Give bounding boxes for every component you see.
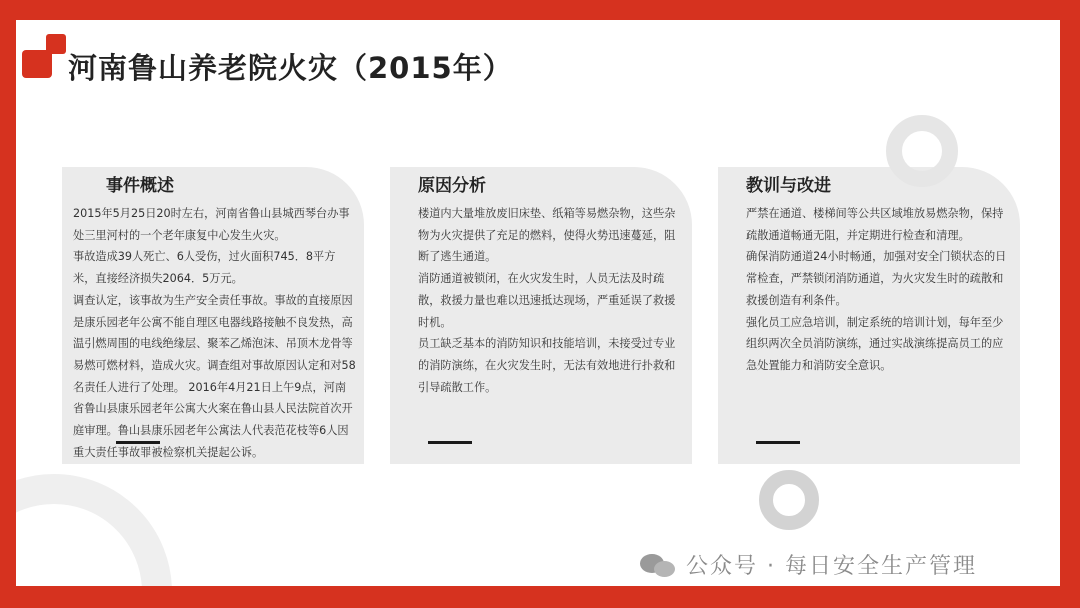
card-title: 原因分析: [418, 176, 486, 196]
wechat-icon: [640, 552, 678, 578]
slide: [16, 20, 1060, 586]
page-title: 河南鲁山养老院火灾（2015年）: [68, 51, 513, 85]
card-lessons: [718, 167, 1020, 464]
card-cause-analysis: [390, 167, 692, 464]
logo-square-large: [22, 50, 52, 78]
watermark: [640, 549, 977, 580]
card-event-overview: [62, 167, 364, 464]
card-paragraph: 员工缺乏基本的消防知识和技能培训，未接受过专业的消防演练，在火灾发生时，无法有效地进行扑救和引导疏散工作。: [418, 337, 676, 394]
card-divider: [116, 441, 160, 444]
card-paragraph: 调查认定，该事故为生产安全责任事故。事故的直接原因是康乐园老年公寓不能自理区电器线路接触不良发热，高温引燃周围的电线绝缘层、聚苯乙烯泡沫、吊顶木龙骨等易燃可燃材料，造成火灾。调查组对事故原因认定和对58名责任人进行了处理。 2016年4月21日上午9点，河南省鲁山县康乐园老年公寓大火案在鲁山县人民法院首次开庭审理。鲁山县康乐园老年公寓法人代表范花枝等6人因重大责任事故罪被检察机关提起公诉。: [73, 293, 356, 459]
card-paragraph: 事故造成39人死亡、6人受伤，过火面积745．8平方米，直接经济损失2064．5万元。: [73, 250, 336, 286]
watermark-text: 公众号 · 每日安全生产管理: [686, 554, 977, 579]
card-paragraph: 楼道内大量堆放废旧床垫、纸箱等易燃杂物，这些杂物为火灾提供了充足的燃料，使得火势迅速蔓延，阻断了逃生通道。: [418, 207, 676, 264]
card-title: 事件概述: [106, 176, 174, 196]
card-paragraph: 消防通道被锁闭，在火灾发生时，人员无法及时疏散，救援力量也难以迅速抵达现场，严重延误了救援时机。: [418, 272, 676, 329]
decor-ring-bottom: [759, 470, 819, 530]
logo-square-small: [46, 34, 66, 54]
logo: [22, 34, 68, 78]
card-paragraph: 2015年5月25日20时左右，河南省鲁山县城西琴台办事处三里河村的一个老年康复中心发生火灾。: [73, 207, 350, 242]
card-divider: [756, 441, 800, 444]
card-paragraph: 确保消防通道24小时畅通，加强对安全门锁状态的日常检查，严禁锁闭消防通道，为火灾发生时的疏散和救援创造有利条件。: [746, 250, 1007, 307]
decor-ring-large: [16, 474, 172, 586]
card-body: [73, 203, 356, 463]
decor-ring-top: [886, 115, 958, 187]
card-paragraph: 强化员工应急培训，制定系统的培训计划，每年至少组织两次全员消防演练，通过实战演练提高员工的应急处置能力和消防安全意识。: [746, 315, 1004, 372]
card-divider: [428, 441, 472, 444]
card-title: 教训与改进: [746, 176, 831, 196]
card-body: [746, 203, 1010, 377]
card-paragraph: 严禁在通道、楼梯间等公共区域堆放易燃杂物，保持疏散通道畅通无阻，并定期进行检查和清理。: [746, 207, 1004, 242]
card-body: [418, 203, 682, 398]
